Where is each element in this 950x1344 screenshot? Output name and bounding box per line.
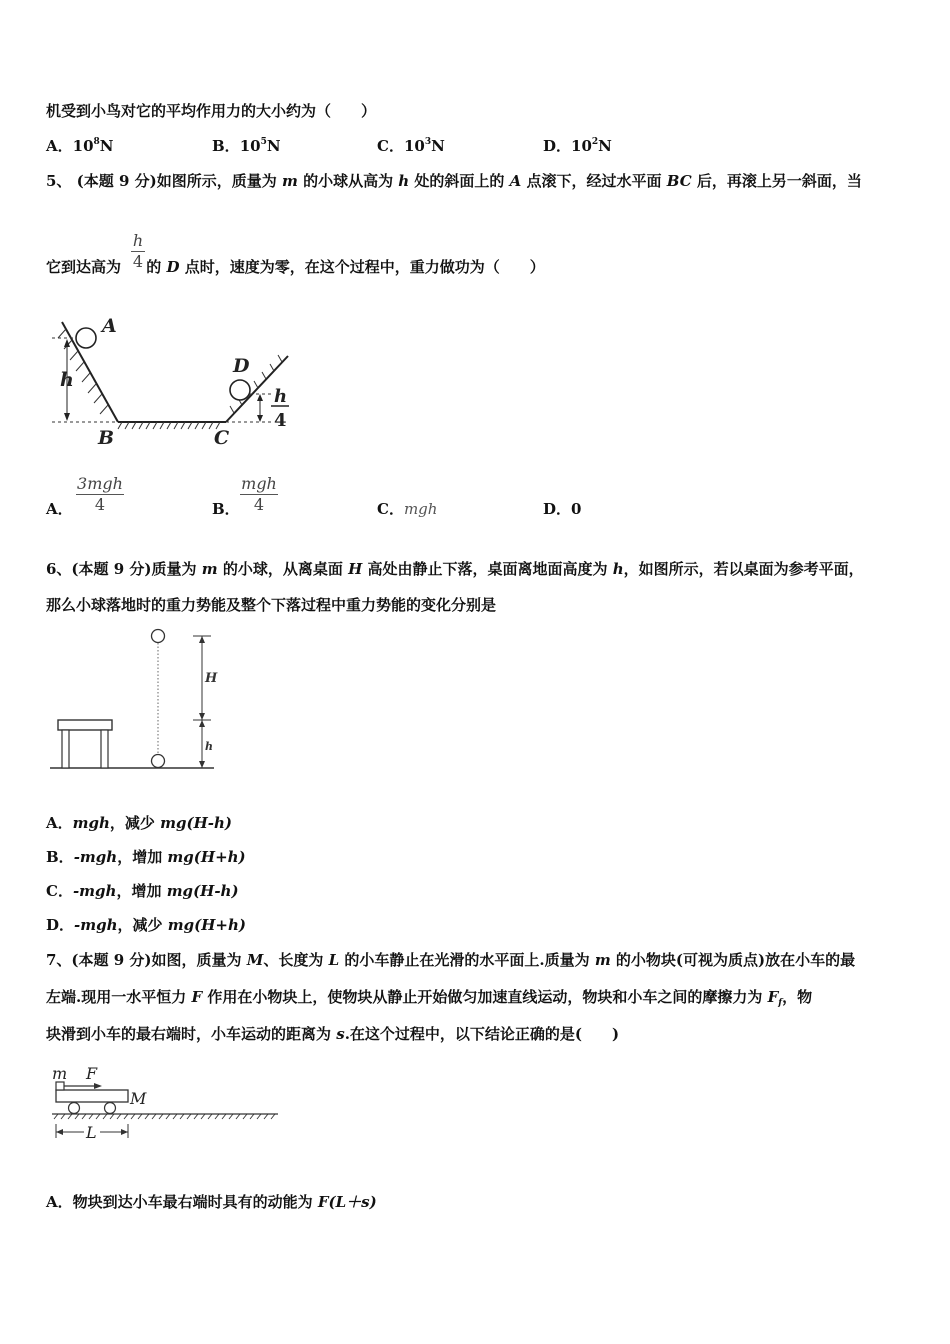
label-L: L [86,1123,97,1142]
q6-option-c[interactable]: C．-mgh，增加 mg(H-h) [46,882,239,900]
q4-option-a[interactable]: A．$10^8N$ [46,137,114,155]
label-h4-den: 4 [274,410,287,431]
q7-stem-line1: 7、(本题 9 分)如图，质量为 M、长度为 L 的小车静止在光滑的水平面上.质量为 m 的小物块(可视为质点)放在小车的最 [46,951,856,969]
q6-option-a[interactable]: A．mgh，减少 mg(H-h) [46,814,233,832]
label-M: M [130,1089,147,1108]
ball-at-A [76,328,96,348]
label-H: H [205,671,218,686]
label-F: F [86,1064,98,1083]
q5-option-a[interactable]: A． [46,500,73,518]
q4-option-d[interactable]: D．$10^2N$ [543,137,612,155]
q7-stem-line3: 块滑到小车的最右端时，小车运动的距离为 s.在这个过程中，以下结论正确的是( ) [46,1025,620,1043]
q6-stem-line2: 那么小球落地时的重力势能及整个下落过程中重力势能的变化分别是 [46,596,497,614]
label-m: m [52,1064,68,1083]
q6-option-b[interactable]: B．-mgh，增加 mg(H+h) [46,848,246,866]
q4-option-c[interactable]: C．$10^3N$ [377,137,445,155]
q5-option-b[interactable]: B． [212,500,240,518]
q4-option-b[interactable]: B．$10^5N$ [212,137,281,155]
label-B: B [98,427,115,449]
q5-option-b-fraction: mgh 4 [241,474,277,514]
q5-incline-figure [46,312,296,452]
q6-table-drop-figure [46,626,226,774]
label-D: D [233,355,250,377]
ball-at-D [230,380,250,400]
ball-top [152,630,165,643]
q5-option-a-fraction: 3mgh 4 [77,474,123,514]
q5-stem-line2: 它到达高为 的 D 点时，速度为零，在这个过程中，重力做功为（ ） [46,258,545,276]
label-A: A [102,315,117,337]
q5-stem-line1: 5、 (本题 9 分)如图所示，质量为 m 的小球从高为 h 处的斜面上的 A 点滚下，经过水平面 BC 后，再滚上另一斜面，当 [46,172,862,190]
q6-stem-line1: 6、(本题 9 分)质量为 m 的小球，从离桌面 H 高处由静止下落，桌面离地面高度为 h，如图所示，若以桌面为参考平面， [46,560,864,578]
q7-stem-line2: 左端.现用一水平恒力 F 作用在小物块上，使物块从静止开始做匀加速直线运动，物块和小车之间的摩擦力为 $F_f$，物 [46,988,813,1008]
q7-cart-figure [46,1062,286,1146]
q4-stem-tail: 机受到小鸟对它的平均作用力的大小约为（ ） [46,102,377,120]
q5-fraction-h-over-4: h 4 [132,231,144,271]
q5-option-d[interactable]: D．0 [543,500,582,518]
q6-option-d[interactable]: D．-mgh，减少 mg(H+h) [46,916,246,934]
label-h4-num: h [274,386,288,407]
q7-option-a[interactable]: A．物块到达小车最右端时具有的动能为 F(L＋s) [46,1193,377,1211]
q5-option-c[interactable]: C．mgh [377,500,438,518]
label-C: C [214,427,230,449]
label-h: h [60,369,74,391]
label-h: h [205,740,213,753]
ball-ground [152,755,165,768]
